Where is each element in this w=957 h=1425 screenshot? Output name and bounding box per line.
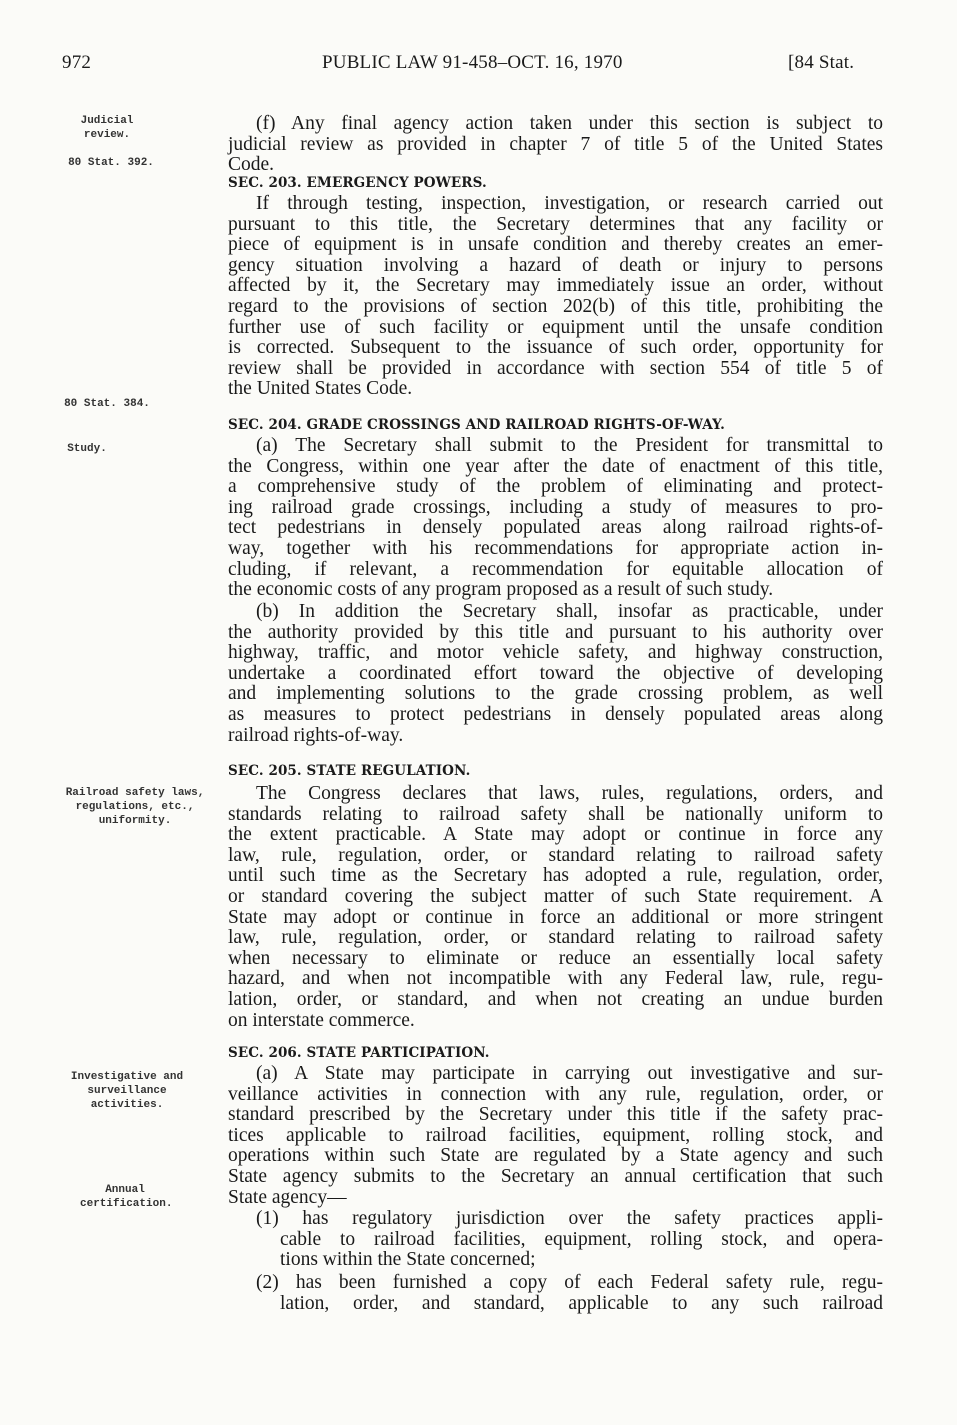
text-line: standards relating to railroad safety shall be nationally uniform to	[228, 803, 883, 825]
text-line: way, together with his recommendations for appropriate action in-	[228, 537, 883, 559]
text-line: State may adopt or continue in force an additional or more stringent	[228, 906, 883, 928]
section-heading	[228, 1042, 883, 1064]
text-line: veillance activities in connection with any rule, regulation, order, or	[228, 1083, 883, 1105]
margin-note: Study.	[67, 443, 107, 455]
text-line: standard prescribed by the Secretary under this title if the safety prac-	[228, 1104, 883, 1126]
running-header-title: PUBLIC LAW 91-458–OCT. 16, 1970	[322, 52, 623, 73]
text-line: hazard, and when not incompatible with any Federal law, rule, regu-	[228, 968, 883, 990]
text-line: and implementing solutions to the grade crossing problem, as well	[228, 683, 883, 705]
list-item	[228, 1273, 883, 1314]
text-line: law, rule, regulation, order, or standard relating to railroad safety	[228, 844, 883, 866]
text-line: (a) A State may participate in carrying out investigative and sur-	[256, 1063, 883, 1084]
text-line: (2) has been furnished a copy of each Federal safety rule, regu-	[256, 1272, 883, 1293]
text-line: operations within such State are regulated by a State agency and such	[228, 1145, 883, 1167]
text-line: is corrected. Subsequent to the issuance of such order, opportunity for	[228, 337, 883, 359]
text-line: as measures to protect pedestrians in densely populated areas along	[228, 703, 883, 725]
section-heading	[228, 414, 883, 436]
volume-reference: [84 Stat.	[788, 52, 855, 73]
text-line: SEC. 205. STATE REGULATION.	[228, 763, 471, 779]
text-line: SEC. 204. GRADE CROSSINGS AND RAILROAD RIGHTS-OF-WAY.	[228, 417, 725, 433]
text-line: review shall be provided in accordance with section 554 of title 5 of	[228, 357, 883, 379]
text-line: when necessary to eliminate or reduce an essentially local safety	[228, 947, 883, 969]
text-line: undertake a coordinated effort toward the objective of developing	[228, 662, 883, 684]
paragraph	[228, 114, 883, 176]
text-line: (b) In addition the Secretary shall, insofar as practicable, under	[256, 601, 883, 622]
text-line: tices applicable to railroad facilities, equipment, rolling stock, and	[228, 1124, 883, 1146]
text-line: cable to railroad facilities, equipment, rolling stock, and opera-	[280, 1228, 883, 1250]
text-line: SEC. 203. EMERGENCY POWERS.	[228, 175, 487, 191]
text-line: the Congress, within one year after the date of enactment of this title,	[228, 455, 883, 477]
text-line: highway, traffic, and motor vehicle safety, and highway construction,	[228, 642, 883, 664]
margin-note: Investigative and surveillance activities.	[70, 1071, 184, 1111]
text-line: until such time as the Secretary has adopted a rule, regulation, order,	[228, 865, 883, 887]
text-line: Code.	[228, 154, 275, 176]
margin-note: Judicial review.	[80, 115, 134, 141]
text-line: on interstate commerce.	[228, 1009, 415, 1031]
margin-note: Annual certification.	[80, 1184, 173, 1210]
section-heading	[228, 172, 883, 194]
text-line: SEC. 206. STATE PARTICIPATION.	[228, 1045, 490, 1061]
text-line: piece of equipment is in unsafe condition and thereby creates an emer-	[228, 234, 883, 256]
text-line: (a) The Secretary shall submit to the President for transmittal to	[256, 435, 883, 456]
paragraph	[228, 784, 883, 1031]
text-line: lation, order, and standard, applicable to any such railroad	[280, 1292, 883, 1314]
paragraph	[228, 194, 883, 400]
text-line: ing railroad grade crossings, including a study of measures to pro-	[228, 496, 883, 518]
text-line: the extent practicable. A State may adopt or continue in force any	[228, 824, 883, 846]
paragraph	[228, 436, 883, 601]
section-heading	[228, 760, 883, 782]
text-line: State agency—	[228, 1186, 347, 1208]
text-line: the United States Code.	[228, 378, 413, 400]
paragraph	[228, 602, 883, 746]
text-line: a comprehensive study of the problem of eliminating and protect-	[228, 476, 883, 498]
paragraph	[228, 1064, 883, 1208]
text-line: affected by it, the Secretary may immediately issue an order, without	[228, 275, 883, 297]
text-line: State agency submits to the Secretary an annual certification that such	[228, 1165, 883, 1187]
page-number: 972	[62, 52, 92, 73]
text-line: cluding, if relevant, a recommendation for equitable allocation of	[228, 558, 883, 580]
text-line: or standard covering the subject matter of such State requirement. A	[228, 885, 883, 907]
text-line: tect pedestrians in densely populated areas along railroad rights-of-	[228, 517, 883, 539]
text-line: law, rule, regulation, order, or standard relating to railroad safety	[228, 927, 883, 949]
text-line: tions within the State concerned;	[280, 1249, 536, 1271]
text-line: the economic costs of any program proposed as a result of such study.	[228, 579, 774, 601]
text-line: (1) has regulatory jurisdiction over the safety practices appli-	[256, 1208, 883, 1229]
text-line: The Congress declares that laws, rules, regulations, orders, and	[256, 783, 883, 804]
margin-note: 80 Stat. 384.	[64, 398, 150, 410]
margin-note: 80 Stat. 392.	[68, 157, 154, 169]
text-line: gency situation involving a hazard of death or injury to persons	[228, 254, 883, 276]
text-line: If through testing, inspection, investigation, or research carried out	[256, 193, 883, 214]
text-line: judicial review as provided in chapter 7 of title 5 of the United States	[228, 133, 883, 155]
list-item	[228, 1209, 883, 1271]
text-line: pursuant to this title, the Secretary determines that any facility or	[228, 213, 883, 235]
text-line: regard to the provisions of section 202(b) of this title, prohibiting the	[228, 295, 883, 317]
text-line: railroad rights-of-way.	[228, 724, 404, 746]
text-line: (f) Any final agency action taken under this section is subject to	[256, 113, 883, 134]
margin-note: Railroad safety laws, regulations, etc., uniformity.	[65, 787, 205, 827]
text-line: further use of such facility or equipment until the unsafe condition	[228, 316, 883, 338]
text-line: the authority provided by this title and pursuant to his authority over	[228, 621, 883, 643]
text-line: lation, order, or standard, and when not creating an undue burden	[228, 988, 883, 1010]
